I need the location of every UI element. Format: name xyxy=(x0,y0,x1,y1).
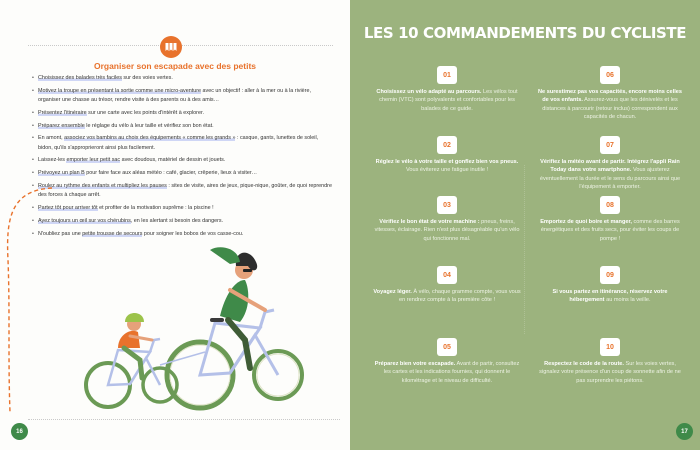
rule-bold: Vérifiez la météo avant de partir. Intégrez l'appli Rain Today dans votre smartphone. xyxy=(540,159,680,174)
tip-highlight: Roulez au rythme des enfants et multipliez les pauses xyxy=(38,182,167,189)
tip-item xyxy=(32,230,332,239)
rule-detail: Vous éviterez une fatigue inutile ! xyxy=(405,167,489,174)
rule-bold: Si vous partez en itinérance, réservez votre hébergement xyxy=(552,289,668,304)
rule-detail: Les vélos tout chemin (VTC) sont polyvalents et confortables pour les balades de ce guide. xyxy=(379,89,518,112)
right-page xyxy=(350,0,700,450)
tip-item xyxy=(32,169,332,178)
page-number-left: 16 xyxy=(11,423,28,440)
tip-text: sur des voies vertes. xyxy=(121,75,173,81)
rule-detail: pneus, freins, vitesses, éclairage. Rien n'est plus désagréable qu'un vélo qui fonctionne mal. xyxy=(374,219,520,242)
tip-text: pour soigner les bobos de vos casse-cou. xyxy=(142,230,244,237)
rule-number-badge: 07 xyxy=(600,136,620,154)
rule-bold: Choisissez un vélo adapté au parcours. xyxy=(376,89,482,95)
rule-number-badge: 09 xyxy=(600,266,620,284)
rule-number-badge: 03 xyxy=(437,196,457,214)
tips-list xyxy=(32,74,332,242)
tip-highlight: Préparez ensemble xyxy=(38,122,85,129)
rule-bold: Ne surestimez pas vos capacités, encore moins celles de vos enfants. xyxy=(538,89,682,104)
tip-text: , en les alertant si besoin des dangers. xyxy=(130,217,224,224)
rule-bold: Préparez bien votre escapade. xyxy=(374,361,456,367)
rule-text xyxy=(535,360,685,385)
tip-highlight: Motivez la troupe en présentant la sortie comme une micro-aventure xyxy=(38,87,201,94)
tip-item xyxy=(32,217,332,226)
rule-text xyxy=(372,158,522,175)
tip-item xyxy=(32,122,332,131)
rule-detail: Sur les voies vertes, signalez votre présence d'un coup de sonnette afin de ne pas surprendre les piétons. xyxy=(539,361,681,384)
tip-text: avec doudous, matériel de dessin et jouets. xyxy=(120,157,226,164)
tip-item xyxy=(32,87,332,105)
tip-text: Laissez-les xyxy=(38,157,67,164)
rule-text xyxy=(372,88,522,113)
tip-highlight: Prévoyez un plan B xyxy=(38,170,85,177)
rule-detail: À vélo, chaque gramme compte, vous vous en rendrez compte à la première côte ! xyxy=(398,289,521,304)
tip-highlight: Présentez l'itinéraire xyxy=(38,109,87,116)
rule-text xyxy=(535,218,685,243)
tip-highlight: Partez tôt pour arriver tôt xyxy=(38,204,98,211)
rule-bold: Emportez de quoi boire et manger, xyxy=(540,219,632,225)
tip-text: avec un objectif : aller à la mer ou à la rivière, organiser une chasse au trésor, rendre visite à des parents ou à des amis… xyxy=(38,87,311,103)
tip-text: pour faire face aux aléas météo : café, glacier, crêperie, lieux à visiter… xyxy=(84,170,258,177)
rule-detail: au moins la veille. xyxy=(604,297,651,304)
rule-detail: comme des barres énergétiques et des fruits secs, pour éviter les coups de pompe ! xyxy=(540,219,680,242)
tip-highlight: Ayez toujours un œil sur vos chérubins xyxy=(38,217,131,224)
rule-text xyxy=(535,288,685,305)
flag-pennant-icon xyxy=(160,36,182,58)
tip-item xyxy=(32,156,332,165)
rule-number-badge: 10 xyxy=(600,338,620,356)
rule-detail: Avant de partir, consultez les cartes et les indications fournies, qui donnent le kilométrage et le niveau de difficulté. xyxy=(383,361,520,384)
tip-item xyxy=(32,109,332,118)
bicycle-illustration xyxy=(60,240,310,415)
rule-bold: Voyagez léger. xyxy=(373,289,412,295)
tip-highlight: Choisissez des balades très faciles xyxy=(38,75,122,81)
rule-detail: Vous ajusterez éventuellement la durée et le sens du parcours ainsi que l'équipement à emporter. xyxy=(539,167,681,190)
rule-text xyxy=(535,88,685,121)
rule-number-badge: 04 xyxy=(437,266,457,284)
bottom-divider xyxy=(28,419,340,420)
tip-item xyxy=(32,74,332,83)
rule-number-badge: 02 xyxy=(437,136,457,154)
tip-highlight: associez vos bambins au choix des équipements « comme les grands » xyxy=(64,135,236,142)
rule-number-badge: 06 xyxy=(600,66,620,84)
tip-text: : sites de visite, aires de jeux, pique-nique, goûter, de quoi reprendre des forces à chaque arrêt. xyxy=(38,182,332,199)
section-title: Organiser son escapade avec des petits xyxy=(93,61,257,71)
tip-text: : casque, gants, lunettes de soleil, bidon, qu'ils s'approprieront ainsi plus facilement. xyxy=(38,135,319,151)
rule-bold: Respectez le code de la route. xyxy=(544,361,624,367)
rule-text xyxy=(372,360,522,385)
dashed-route-icon xyxy=(0,180,60,420)
tip-text: N'oubliez pas une xyxy=(38,230,83,237)
tip-highlight: petite trousse de secours xyxy=(82,230,143,237)
tip-item xyxy=(32,134,332,152)
tip-item xyxy=(32,182,332,200)
tip-text: et profiter de la motivation suprême : la piscine ! xyxy=(97,204,214,211)
tip-highlight: emporter leur petit sac xyxy=(66,157,121,164)
tip-text: En amont, xyxy=(38,135,65,142)
page-number-right: 17 xyxy=(676,423,693,440)
tip-text: le réglage du vélo à leur taille et vérifiez son bon état. xyxy=(84,122,214,129)
rule-number-badge: 05 xyxy=(437,338,457,356)
rule-detail: Assurez-vous que les dénivelés et les distances à parcourir (retour inclus) correspondent aux capacités de chacun. xyxy=(542,97,678,120)
rule-number-badge: 08 xyxy=(600,196,620,214)
tip-item xyxy=(32,204,332,213)
rule-number-badge: 01 xyxy=(437,66,457,84)
center-dotted-divider xyxy=(524,80,525,420)
tip-text: sur une carte avec les points d'intérêt à explorer. xyxy=(86,109,204,116)
rule-bold: Vérifiez le bon état de votre machine : xyxy=(379,219,480,225)
rule-text xyxy=(372,288,522,305)
page-title: LES 10 COMMANDEMENTS DU CYCLISTE xyxy=(363,24,687,42)
rule-text xyxy=(372,218,522,243)
rule-text xyxy=(535,158,685,191)
rule-bold: Réglez le vélo à votre taille et gonflez bien vos pneus. xyxy=(375,159,519,165)
